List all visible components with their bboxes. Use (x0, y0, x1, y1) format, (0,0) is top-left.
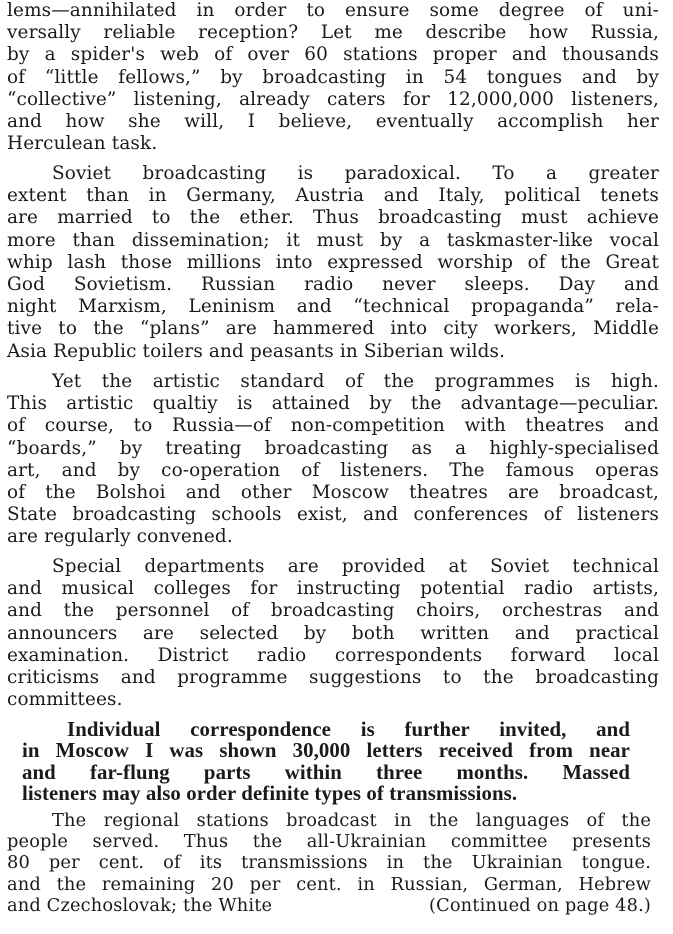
text-line: God Sovietism. Russian radio never sleeps. Day and (7, 273, 659, 295)
text-line: and the remaining 20 per cent. in Russian, German, Hebrew (7, 873, 651, 895)
text-line: are married to the ether. Thus broadcasting must achieve (7, 207, 659, 229)
text-line: Asia Republic toilers and peasants in Siberian wilds. (7, 340, 506, 362)
text-line-fragment: and Czechoslovak; the White (7, 894, 273, 916)
text-line: versally reliable reception? Let me describe how Russia, (7, 22, 659, 44)
text-line: Special departments are provided at Soviet technical (52, 556, 659, 577)
text-line: “boards,” by treating broadcasting as a highly-specialised (7, 437, 659, 459)
continued-note: (Continued on page 48.) (428, 894, 651, 916)
text-line: criticisms and programme suggestions to the broadcasting (7, 666, 659, 688)
text-line: night Marxism, Leninism and “technical propaganda” rela- (7, 296, 659, 318)
paragraph-1 (7, 0, 659, 155)
text-line: Yet the artistic standard of the programmes is high. (52, 371, 659, 392)
text-line: art, and by co-operation of listeners. The famous operas (7, 459, 659, 481)
text-line: more than dissemination; it must by a taskmaster-like vocal (7, 229, 659, 251)
text-line: of “little fellows,” by broadcasting in 54 tongues and by (7, 66, 659, 88)
bold-paragraph (22, 719, 630, 804)
text-line: The regional stations broadcast in the languages of the (52, 810, 651, 831)
text-line: and how she will, I believe, eventually accomplish her (7, 110, 659, 132)
text-line: announcers are selected by both written and practical (7, 622, 659, 644)
text-line: committees. (7, 689, 123, 711)
text-line: people served. Thus the all-Ukrainian committee presents (7, 831, 651, 853)
text-line: and far-flung parts within three months. Massed (22, 760, 630, 784)
text-line: whip lash those millions into expressed worship of the Great (7, 251, 659, 273)
text-line: of course, to Russia—of non-competition with theatres and (7, 415, 659, 437)
text-line: Herculean task. (7, 133, 158, 155)
text-line: tive to the “plans” are hammered into city workers, Middle (7, 318, 659, 340)
text-line: “collective” listening, already caters for 12,000,000 listeners, (7, 88, 659, 110)
paragraph-2 (7, 163, 659, 363)
text-line: State broadcasting schools exist, and conferences of listeners (7, 504, 659, 526)
text-line-final (7, 895, 651, 916)
paragraph-6 (7, 810, 651, 916)
text-line: of the Bolshoi and other Moscow theatres are broadcast, (7, 481, 659, 503)
text-line: lems—annihilated in order to ensure some degree of uni- (7, 0, 659, 21)
text-line: extent than in Germany, Austria and Italy, political tenets (7, 185, 659, 207)
paragraph-3 (7, 371, 659, 549)
text-line: listeners may also order definite types of transmissions. (22, 781, 518, 805)
text-line: Individual correspondence is further invited, and (67, 718, 630, 741)
text-line: Soviet broadcasting is paradoxical. To a greater (52, 163, 659, 184)
text-line: and musical colleges for instructing potential radio artists, (7, 578, 659, 600)
paragraph-4 (7, 556, 659, 711)
text-line: examination. District radio correspondents forward local (7, 644, 659, 666)
text-line: This artistic qualtiy is attained by the advantage—peculiar. (7, 393, 659, 415)
text-line: are regularly convened. (7, 526, 233, 548)
text-line: by a spider's web of over 60 stations proper and thousands (7, 44, 659, 66)
text-line: and the personnel of broadcasting choirs, orchestras and (7, 600, 659, 622)
text-line: 80 per cent. of its transmissions in the Ukrainian tongue. (7, 852, 651, 874)
text-line: in Moscow I was shown 30,000 letters received from near (22, 739, 630, 763)
